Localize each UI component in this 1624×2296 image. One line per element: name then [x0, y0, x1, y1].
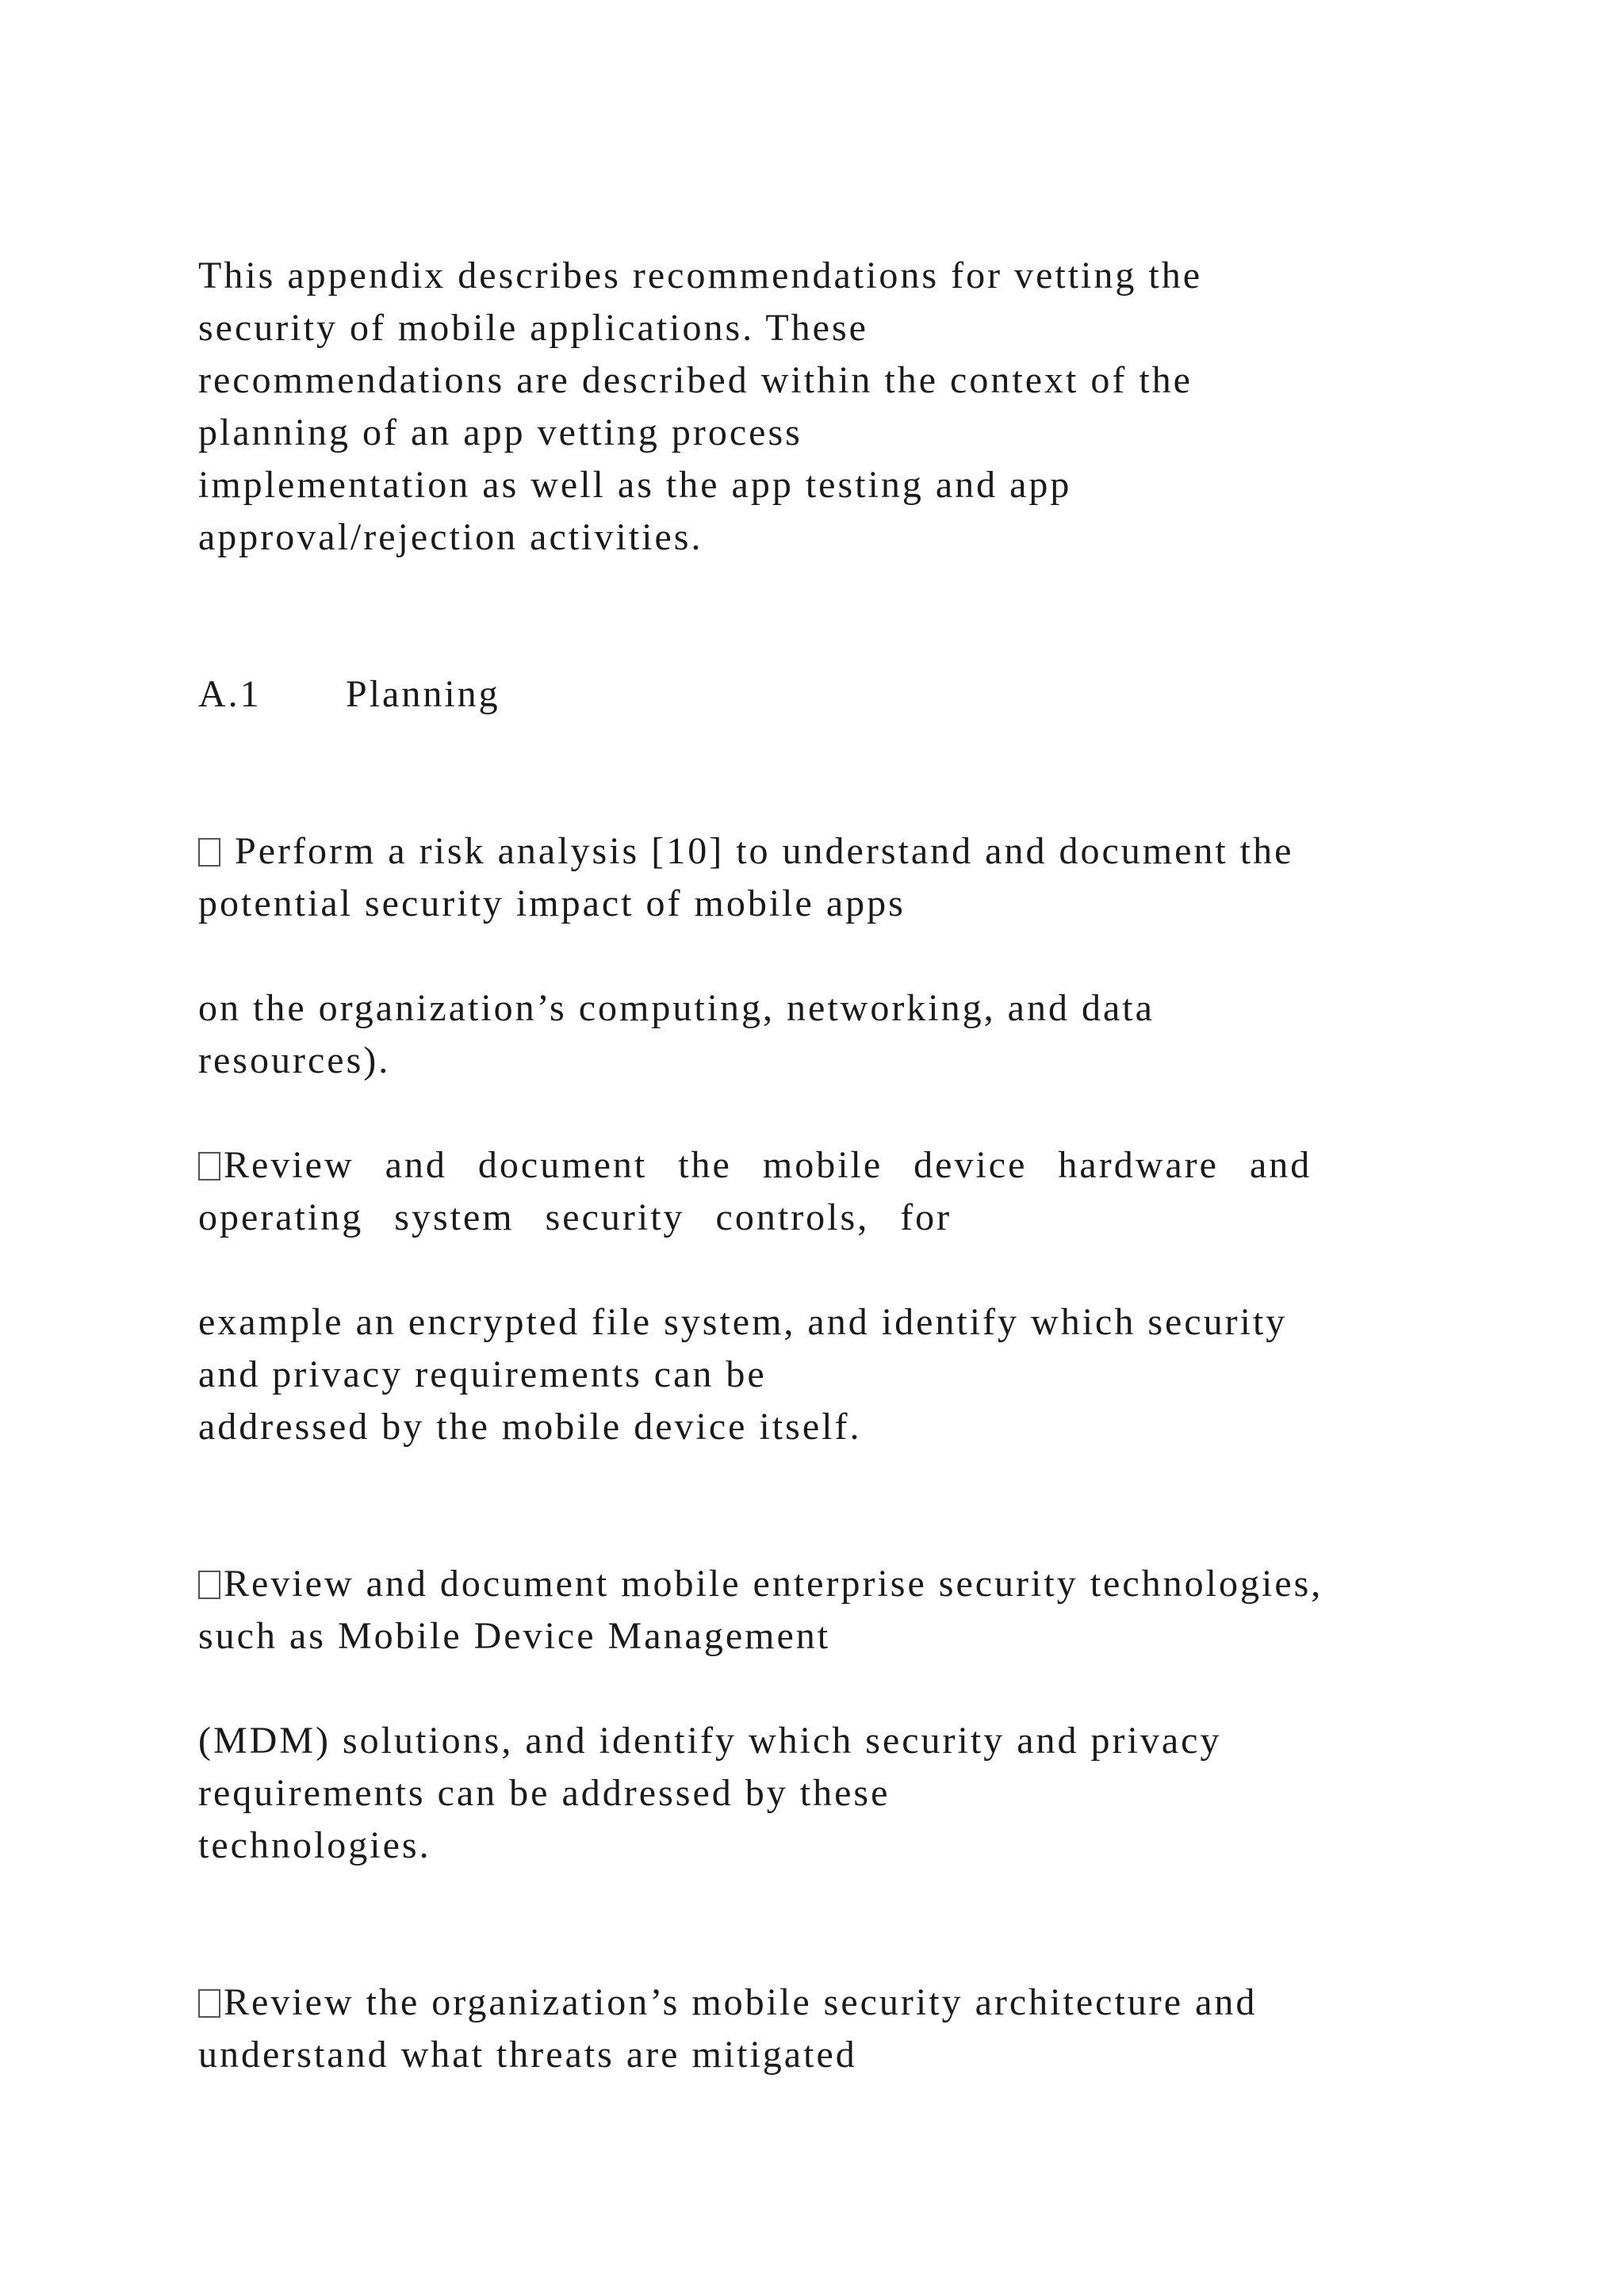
intro-line-1: This appendix describes recommendations for vetting the: [198, 254, 1203, 297]
bullet-icon: [198, 838, 220, 867]
bullet-icon: [198, 1152, 220, 1181]
bullet-3-line-4: requirements can be addressed by these: [198, 1772, 891, 1814]
bullet-2-line-1: [198, 1142, 1312, 1189]
intro-line-3: recommendations are described within the context of the: [198, 359, 1193, 401]
bullet-1-text: Perform a risk analysis [10] to understand and document the: [235, 830, 1294, 872]
bullet-2-line-4: and privacy requirements can be: [198, 1353, 767, 1395]
bullet-2-text: Review and document the mobile device hardware and: [224, 1144, 1312, 1186]
bullet-4-line-2: understand what threats are mitigated: [198, 2034, 857, 2076]
bullet-1-line-1: [198, 828, 1293, 875]
bullet-3-line-5: technologies.: [198, 1824, 431, 1866]
intro-line-5: implementation as well as the app testing and app: [198, 464, 1072, 506]
bullet-4-line-1: [198, 1979, 1257, 2026]
bullet-2-line-2: operating system security controls, for: [198, 1196, 952, 1238]
bullet-icon: [198, 1989, 220, 2018]
bullet-3-line-2: such as Mobile Device Management: [198, 1615, 831, 1657]
bullet-3-text: Review and document mobile enterprise security technologies,: [224, 1563, 1323, 1605]
bullet-1-line-4: resources).: [198, 1039, 391, 1081]
bullet-3-line-1: [198, 1560, 1323, 1608]
bullet-icon: [198, 1571, 220, 1599]
bullet-3-line-3: (MDM) solutions, and identify which security and privacy: [198, 1720, 1222, 1762]
bullet-1-line-2: potential security impact of mobile apps: [198, 882, 906, 924]
bullet-4-text: Review the organization’s mobile security architecture and: [224, 1981, 1258, 2023]
bullet-1-line-3: on the organization’s computing, networking, and data: [198, 987, 1155, 1029]
bullet-2-line-5: addressed by the mobile device itself.: [198, 1406, 862, 1448]
intro-line-2: security of mobile applications. These: [198, 307, 868, 349]
intro-line-6: approval/rejection activities.: [198, 516, 703, 558]
section-number: A.1: [198, 673, 262, 715]
bullet-2-line-3: example an encrypted file system, and identify which security: [198, 1301, 1288, 1343]
intro-line-4: planning of an app vetting process: [198, 411, 802, 453]
section-title: Planning: [346, 673, 500, 715]
section-heading: [198, 671, 500, 718]
